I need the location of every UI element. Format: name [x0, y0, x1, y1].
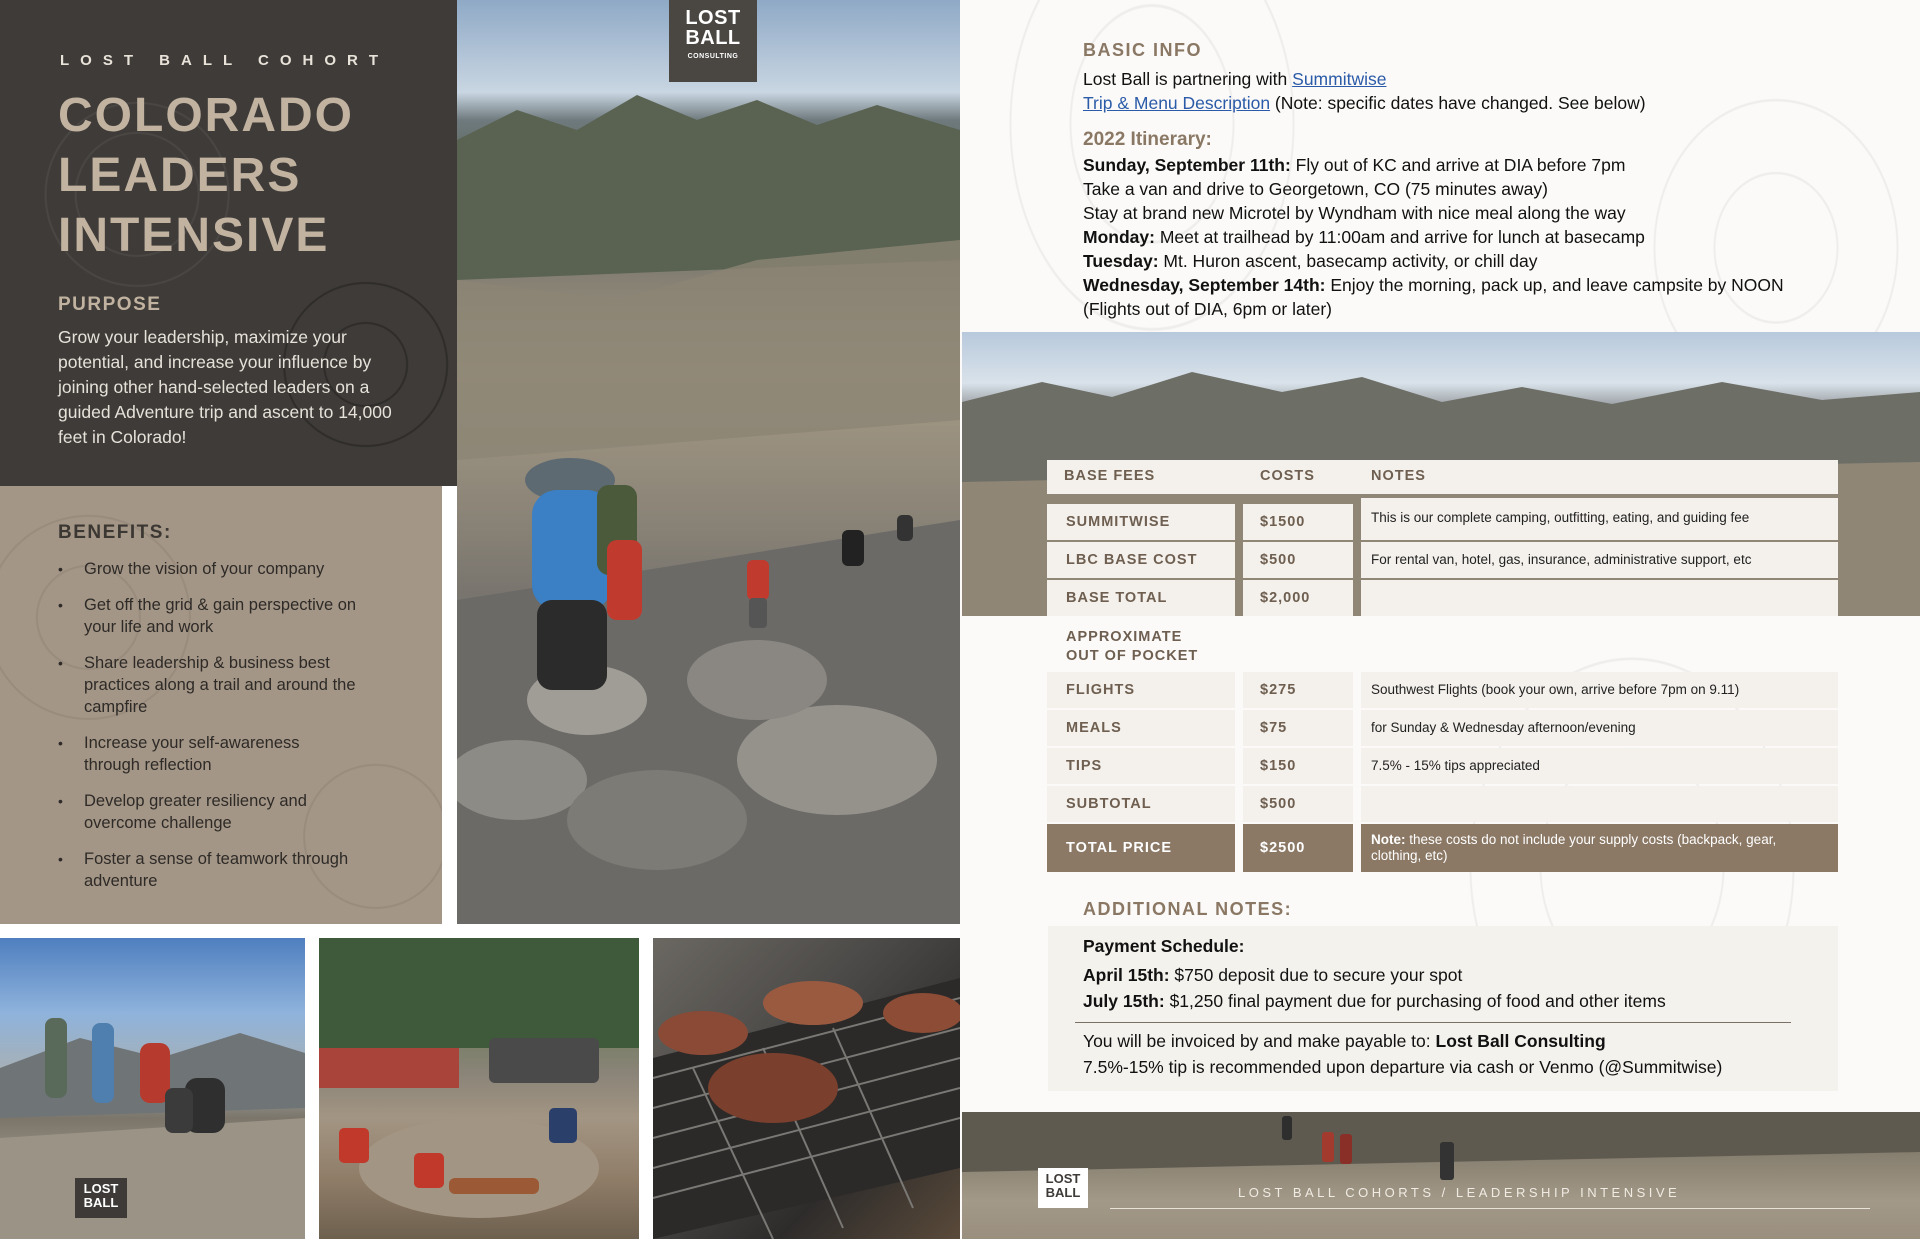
footer-photo-illustration: [962, 1112, 1920, 1239]
fee-cost: $275: [1260, 682, 1297, 698]
oop-heading: [1066, 628, 1198, 666]
fee-label: TIPS: [1066, 758, 1103, 774]
july-payment: July 15th: $1,250 final payment due for purchasing of food and other items: [1083, 991, 1666, 1011]
footer-photo: [962, 1112, 1920, 1239]
itinerary-line: (Flights out of DIA, 6pm or later): [1083, 299, 1332, 319]
payment-schedule-heading: Payment Schedule:: [1083, 936, 1245, 956]
basic-info-heading: BASIC INFO: [1083, 40, 1203, 60]
group-summit-photo: [0, 938, 305, 1239]
header-base-fees: BASE FEES: [1064, 468, 1156, 484]
footer-text: LOST BALL COHORTS / LEADERSHIP INTENSIVE: [1238, 1185, 1681, 1200]
benefit-item: • Increase your self-awareness through reflection: [58, 732, 358, 776]
itinerary-line: Take a van and drive to Georgetown, CO (75 minutes away): [1083, 179, 1548, 199]
fee-label: SUBTOTAL: [1066, 796, 1152, 812]
trip-line: [1083, 91, 1646, 115]
fee-note: Southwest Flights (book your own, arrive before 7pm on 9.11): [1371, 682, 1740, 697]
fee-cost: $75: [1260, 720, 1288, 736]
fee-cost: $2,000: [1260, 590, 1311, 606]
benefit-item: • Develop greater resiliency and overcome challenge: [58, 790, 358, 834]
tip-line: 7.5%-15% tip is recommended upon departure via cash or Venmo (@Summitwise): [1083, 1057, 1723, 1077]
logo-line-2: BALL: [685, 27, 741, 49]
fee-label: FLIGHTS: [1066, 682, 1136, 698]
grill-photo: [653, 938, 960, 1239]
itinerary-line: Wednesday, September 14th: Enjoy the morning, pack up, and leave campsite by NOON: [1083, 275, 1784, 295]
fee-note: This is our complete camping, outfitting, eating, and guiding fee: [1371, 510, 1750, 525]
fee-note: for Sunday & Wednesday afternoon/evening: [1371, 720, 1636, 735]
itinerary-heading: 2022 Itinerary:: [1083, 129, 1212, 150]
benefit-item: • Grow the vision of your company: [58, 558, 358, 580]
fee-cost: $150: [1260, 758, 1297, 774]
fee-cost: $500: [1260, 796, 1297, 812]
additional-notes-heading: ADDITIONAL NOTES:: [1083, 899, 1293, 919]
lost-ball-logo: [669, 0, 757, 82]
header-notes: NOTES: [1371, 468, 1426, 484]
title-line-1: COLORADO: [58, 89, 354, 142]
partner-prefix: Lost Ball is partnering with: [1083, 69, 1293, 89]
total-cost: $2500: [1260, 840, 1306, 856]
benefits-heading: BENEFITS:: [58, 522, 172, 543]
footer-logo: LOST BALL: [1038, 1168, 1088, 1208]
hiking-photo: [457, 0, 960, 924]
purpose-heading: PURPOSE: [58, 294, 162, 315]
fee-cost: $1500: [1260, 514, 1306, 530]
fee-label: SUMMITWISE: [1066, 514, 1171, 530]
title-line-2: LEADERS: [58, 149, 302, 202]
benefits-list: [58, 558, 358, 906]
fee-label: BASE TOTAL: [1066, 590, 1168, 606]
fee-table-header: [1047, 460, 1838, 494]
total-note: Note: these costs do not include your supply costs (backpack, gear, clothing, etc): [1371, 832, 1777, 863]
purpose-text: Grow your leadership, maximize your potential, and increase your influence by joining other hand-selected leaders on a guided Adventure trip and ascent to 14,000 feet in Colorado!: [58, 327, 392, 447]
trip-menu-link[interactable]: Trip & Menu Description: [1083, 93, 1271, 113]
campsite-photo-illustration: [319, 938, 639, 1239]
logo-small-1: LOST BALL: [75, 1178, 127, 1218]
logo-subtext: CONSULTING: [687, 53, 739, 60]
cohort-label: LOST BALL COHORT: [60, 52, 390, 69]
fee-cost: $500: [1260, 552, 1297, 568]
itinerary-list: [1083, 153, 1903, 321]
itinerary-line: Stay at brand new Microtel by Wyndham with nice meal along the way: [1083, 203, 1626, 223]
itinerary-line: Sunday, September 11th: Fly out of KC and arrive at DIA before 7pm: [1083, 155, 1626, 175]
summitwise-link[interactable]: Summitwise: [1292, 69, 1387, 89]
benefit-item: • Foster a sense of teamwork through adventure: [58, 848, 358, 892]
notes-divider: [1075, 1022, 1791, 1023]
itinerary-line: Tuesday: Mt. Huron ascent, basecamp activity, or chill day: [1083, 251, 1538, 271]
title-line-3: INTENSIVE: [58, 209, 330, 262]
header-costs: COSTS: [1260, 468, 1315, 484]
hiking-photo-illustration: [457, 0, 960, 924]
itinerary-line: Monday: Meet at trailhead by 11:00am and arrive for lunch at basecamp: [1083, 227, 1645, 247]
fee-label: LBC BASE COST: [1066, 552, 1198, 568]
group-photo-illustration: [0, 938, 305, 1239]
total-label: TOTAL PRICE: [1066, 840, 1173, 856]
fee-note: 7.5% - 15% tips appreciated: [1371, 758, 1540, 773]
oop-heading-line-2: OUT OF POCKET: [1066, 648, 1199, 664]
fee-label: MEALS: [1066, 720, 1122, 736]
logo-line-1: LOST: [685, 7, 741, 29]
partner-line: [1083, 67, 1386, 91]
invoice-line: You will be invoiced by and make payable to: Lost Ball Consulting: [1083, 1031, 1606, 1051]
fee-note: For rental van, hotel, gas, insurance, administrative support, etc: [1371, 552, 1752, 567]
april-payment: April 15th: $750 deposit due to secure your spot: [1083, 965, 1463, 985]
grill-photo-illustration: [653, 938, 960, 1239]
campsite-photo: [319, 938, 639, 1239]
oop-heading-line-1: APPROXIMATE: [1066, 629, 1183, 645]
benefit-item: • Get off the grid & gain perspective on your life and work: [58, 594, 358, 638]
benefit-item: • Share leadership & business best practices along a trail and around the campfire: [58, 652, 358, 718]
footer-rule: [1110, 1208, 1870, 1209]
trip-note: (Note: specific dates have changed. See below): [1270, 93, 1646, 113]
